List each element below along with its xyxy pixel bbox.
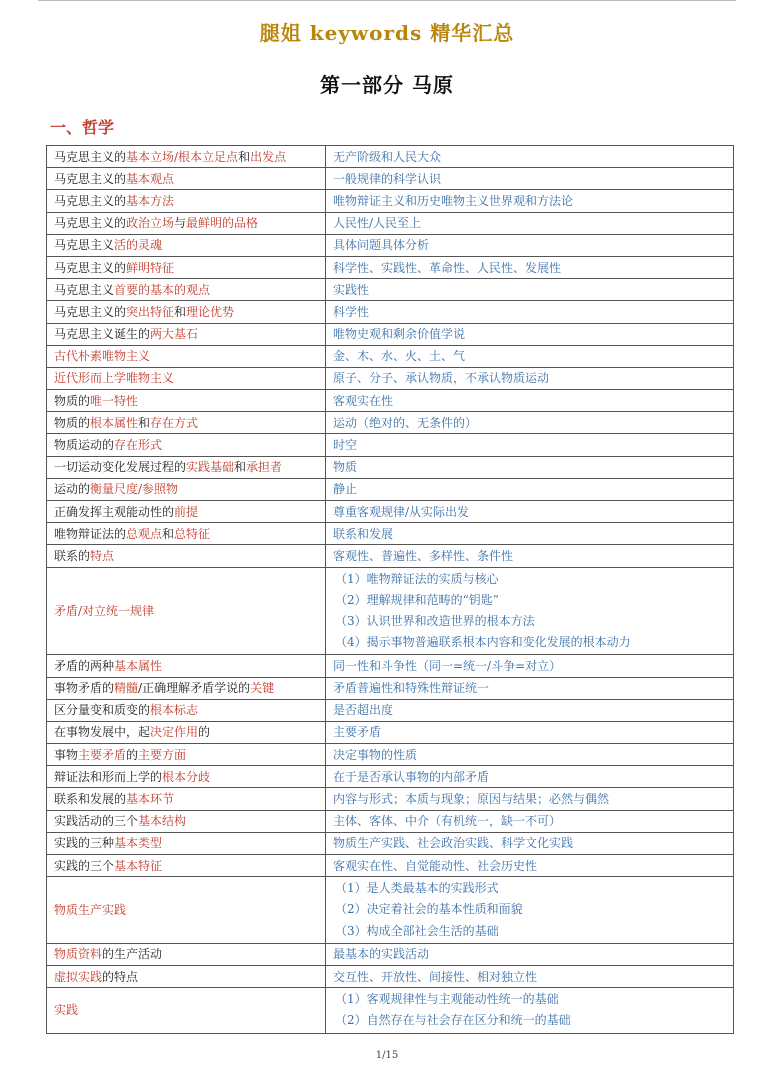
term-keyword: 基本立场/根本立足点 xyxy=(126,149,239,164)
term-text: 和 xyxy=(234,460,247,475)
term-text: 唯物辩证法的 xyxy=(54,526,127,541)
term-text: 马克思主义的 xyxy=(54,260,127,275)
table-row xyxy=(47,810,734,832)
definition-cell xyxy=(326,256,734,278)
term-keyword: 决定作用 xyxy=(150,725,199,740)
term-text: 马克思主义诞生的 xyxy=(54,327,151,342)
table-row xyxy=(47,168,734,190)
definition-text: 客观性、普遍性、多样性、条件性 xyxy=(333,548,514,563)
term-cell xyxy=(47,256,326,278)
term-cell xyxy=(47,567,326,655)
term-text: 联系的 xyxy=(54,548,91,563)
table-row xyxy=(47,567,734,655)
term-text: 事物矛盾的 xyxy=(54,681,115,696)
definition-cell xyxy=(326,877,734,944)
table-row xyxy=(47,877,734,944)
definition-text: 静止 xyxy=(333,482,358,497)
definition-cell xyxy=(326,168,734,190)
term-keyword: 总观点 xyxy=(126,526,163,541)
definition-line: （1）客观规律性与主观能动性统一的基础 xyxy=(335,992,559,1007)
term-cell xyxy=(47,677,326,699)
table-row xyxy=(47,234,734,256)
term-text: 实践活动的三个 xyxy=(54,814,139,829)
term-cell xyxy=(47,855,326,877)
term-cell xyxy=(47,478,326,500)
term-cell xyxy=(47,412,326,434)
term-keyword: 关键 xyxy=(250,681,275,696)
definition-cell xyxy=(326,766,734,788)
table-row xyxy=(47,390,734,412)
term-text: 在事物发展中，起 xyxy=(54,725,151,740)
term-text: 和 xyxy=(174,304,187,319)
term-cell xyxy=(47,190,326,212)
keywords-table-body xyxy=(47,146,734,1034)
term-text: 的 xyxy=(198,725,211,740)
term-cell xyxy=(47,501,326,523)
term-keyword: 唯一特性 xyxy=(90,393,139,408)
definition-text: 实践性 xyxy=(333,282,370,297)
definition-text: 科学性、实践性、革命性、人民性、发展性 xyxy=(333,260,562,275)
table-row xyxy=(47,699,734,721)
term-keyword: 基本特征 xyxy=(114,858,163,873)
term-keyword: 精髓 xyxy=(114,681,139,696)
definition-text: 最基本的实践活动 xyxy=(333,947,430,962)
term-cell xyxy=(47,810,326,832)
term-keyword: 基本观点 xyxy=(126,171,175,186)
definition-line: （3）构成全部社会生活的基础 xyxy=(335,923,499,938)
definition-text: 客观实在性、自觉能动性、社会历史性 xyxy=(333,858,538,873)
table-row xyxy=(47,434,734,456)
definition-cell xyxy=(326,301,734,323)
term-keyword: 基本结构 xyxy=(138,814,187,829)
term-text: 马克思主义 xyxy=(54,238,115,253)
term-keyword: 出发点 xyxy=(250,149,287,164)
definition-cell xyxy=(326,988,734,1033)
definition-text: 客观实在性 xyxy=(333,393,394,408)
definition-cell xyxy=(326,810,734,832)
definition-text: 矛盾普遍性和特殊性辩证统一 xyxy=(333,681,490,696)
definition-cell xyxy=(326,567,734,655)
term-keyword: 物质生产实践 xyxy=(54,902,127,917)
definition-cell xyxy=(326,744,734,766)
term-cell xyxy=(47,655,326,677)
definition-text: 主要矛盾 xyxy=(333,725,382,740)
definition-text: 主体、客体、中介（有机统一，缺一不可） xyxy=(333,814,562,829)
term-cell xyxy=(47,456,326,478)
definition-line: （2）决定着社会的基本性质和面貌 xyxy=(335,902,523,917)
definition-cell xyxy=(326,434,734,456)
term-keyword: 两大基石 xyxy=(150,327,199,342)
definition-line: （3）认识世界和改造世界的根本方法 xyxy=(335,613,535,628)
table-row xyxy=(47,478,734,500)
definition-cell xyxy=(326,456,734,478)
term-keyword: 承担者 xyxy=(246,460,283,475)
table-row xyxy=(47,412,734,434)
definition-cell xyxy=(326,501,734,523)
definition-cell xyxy=(326,323,734,345)
table-row xyxy=(47,766,734,788)
definition-cell xyxy=(326,832,734,854)
term-cell xyxy=(47,279,326,301)
term-cell xyxy=(47,832,326,854)
term-text: 物质的 xyxy=(54,393,91,408)
definition-text: 决定事物的性质 xyxy=(333,747,418,762)
definition-line: （4）揭示事物普遍联系根本内容和变化发展的根本动力 xyxy=(335,635,631,650)
term-cell xyxy=(47,788,326,810)
definition-text: 同一性和斗争性（同一=统一/斗争=对立） xyxy=(333,658,562,673)
term-cell xyxy=(47,146,326,168)
term-keyword: 根本属性 xyxy=(90,415,139,430)
term-keyword: 基本属性 xyxy=(114,658,163,673)
term-text: 物质运动的 xyxy=(54,438,115,453)
part-title: 第一部分 马原 xyxy=(320,73,454,97)
term-cell xyxy=(47,766,326,788)
term-keyword: 存在方式 xyxy=(150,415,199,430)
page-number: 1/15 xyxy=(375,1050,399,1061)
table-row xyxy=(47,655,734,677)
table-row xyxy=(47,190,734,212)
term-keyword: 实践 xyxy=(54,1003,79,1018)
table-row xyxy=(47,279,734,301)
table-row xyxy=(47,523,734,545)
term-cell xyxy=(47,301,326,323)
term-keyword: 矛盾/对立统一规律 xyxy=(54,603,155,618)
definition-line: （1）是人类最基本的实践形式 xyxy=(335,881,499,896)
definition-cell xyxy=(326,279,734,301)
header-rule xyxy=(38,0,736,1)
term-text: /正确理解矛盾学说的 xyxy=(138,681,251,696)
term-text: 区分量变和质变的 xyxy=(54,703,151,718)
term-cell xyxy=(47,744,326,766)
definition-cell xyxy=(326,390,734,412)
definition-text: 在于是否承认事物的内部矛盾 xyxy=(333,769,490,784)
term-text: 联系和发展的 xyxy=(54,792,127,807)
definition-cell xyxy=(326,190,734,212)
term-text: 的生产活动 xyxy=(102,947,163,962)
definition-cell xyxy=(326,367,734,389)
definition-cell xyxy=(326,478,734,500)
table-row xyxy=(47,943,734,965)
table-row xyxy=(47,855,734,877)
term-keyword: 基本类型 xyxy=(114,836,163,851)
definition-line: （1）唯物辩证法的实质与核心 xyxy=(335,571,499,586)
definition-text: 是否超出度 xyxy=(333,703,394,718)
table-row xyxy=(47,256,734,278)
term-text: 与 xyxy=(174,216,187,231)
definition-text: 唯物史观和剩余价值学说 xyxy=(333,327,466,342)
table-row xyxy=(47,965,734,987)
definition-cell xyxy=(326,655,734,677)
definition-cell xyxy=(326,677,734,699)
table-row xyxy=(47,345,734,367)
definition-cell xyxy=(326,412,734,434)
term-text: 实践的三个 xyxy=(54,858,115,873)
definition-text: 内容与形式；本质与现象；原因与结果；必然与偶然 xyxy=(333,792,610,807)
term-text: 的特点 xyxy=(102,969,139,984)
term-cell xyxy=(47,345,326,367)
definition-text: 无产阶级和人民大众 xyxy=(333,149,442,164)
definition-cell xyxy=(326,545,734,567)
keywords-table xyxy=(46,145,734,1034)
table-row xyxy=(47,788,734,810)
term-text: 实践的三种 xyxy=(54,836,115,851)
term-cell xyxy=(47,434,326,456)
term-cell xyxy=(47,943,326,965)
term-cell xyxy=(47,234,326,256)
definition-cell xyxy=(326,788,734,810)
term-cell xyxy=(47,699,326,721)
definition-text: 科学性 xyxy=(333,304,370,319)
term-text: 马克思主义的 xyxy=(54,193,127,208)
table-row xyxy=(47,744,734,766)
table-row xyxy=(47,212,734,234)
definition-text: 时空 xyxy=(333,438,358,453)
term-keyword: 近代形而上学唯物主义 xyxy=(54,371,175,386)
term-text: 一切运动变化发展过程的 xyxy=(54,460,187,475)
term-cell xyxy=(47,988,326,1033)
term-cell xyxy=(47,965,326,987)
term-keyword: 主要方面 xyxy=(138,747,187,762)
definition-cell xyxy=(326,345,734,367)
term-keyword: 存在形式 xyxy=(114,438,163,453)
term-keyword: 前提 xyxy=(174,504,199,519)
term-cell xyxy=(47,323,326,345)
term-text: 物质的 xyxy=(54,415,91,430)
term-text: 马克思主义的 xyxy=(54,149,127,164)
definition-text: 物质生产实践、社会政治实践、科学文化实践 xyxy=(333,836,574,851)
table-row xyxy=(47,501,734,523)
term-cell xyxy=(47,390,326,412)
definition-cell xyxy=(326,965,734,987)
definition-text: 一般规律的科学认识 xyxy=(333,171,442,186)
definition-line: （2）理解规律和范畴的“钥匙” xyxy=(335,592,499,607)
term-cell xyxy=(47,367,326,389)
definition-text: 唯物辩证主义和历史唯物主义世界观和方法论 xyxy=(333,193,574,208)
definition-text: 联系和发展 xyxy=(333,526,394,541)
table-row xyxy=(47,721,734,743)
term-keyword: 基本环节 xyxy=(126,792,175,807)
term-text: 事物 xyxy=(54,747,79,762)
definition-cell xyxy=(326,699,734,721)
term-keyword: 突出特征 xyxy=(126,304,175,319)
definition-cell xyxy=(326,855,734,877)
term-keyword: 根本标志 xyxy=(150,703,199,718)
definition-cell xyxy=(326,234,734,256)
term-cell xyxy=(47,545,326,567)
table-row xyxy=(47,146,734,168)
table-row xyxy=(47,832,734,854)
table-row xyxy=(47,545,734,567)
term-keyword: 特点 xyxy=(90,548,115,563)
term-text: 辩证法和形而上学的 xyxy=(54,769,163,784)
definition-text: 原子、分子、承认物质，不承认物质运动 xyxy=(333,371,550,386)
term-keyword: 实践基础 xyxy=(186,460,235,475)
definition-text: 尊重客观规律/从实际出发 xyxy=(333,504,470,519)
definition-text: 金、木、水、火、土、气 xyxy=(333,349,466,364)
term-text: 运动的 xyxy=(54,482,91,497)
definition-cell xyxy=(326,212,734,234)
term-text: 马克思主义 xyxy=(54,282,115,297)
definition-text: 运动（绝对的、无条件的） xyxy=(333,415,478,430)
definition-cell xyxy=(326,146,734,168)
definition-cell xyxy=(326,523,734,545)
term-keyword: 虚拟实践 xyxy=(54,969,103,984)
term-text: 和 xyxy=(162,526,175,541)
section-title: 一、哲学 xyxy=(50,118,115,137)
term-text: 正确发挥主观能动性的 xyxy=(54,504,175,519)
term-keyword: 主要矛盾 xyxy=(78,747,127,762)
term-keyword: 鲜明特征 xyxy=(126,260,175,275)
table-row xyxy=(47,323,734,345)
definition-text: 具体问题具体分析 xyxy=(333,238,430,253)
document-title: 腿姐 keywords 精华汇总 xyxy=(259,21,515,45)
term-keyword: 基本方法 xyxy=(126,193,175,208)
term-text: 的 xyxy=(126,747,139,762)
table-row xyxy=(47,456,734,478)
term-text: 马克思主义的 xyxy=(54,216,127,231)
term-text: 矛盾的两种 xyxy=(54,658,115,673)
term-text: 和 xyxy=(138,415,151,430)
term-keyword: 最鲜明的品格 xyxy=(186,216,259,231)
term-text: 马克思主义的 xyxy=(54,171,127,186)
table-row xyxy=(47,988,734,1033)
table-row xyxy=(47,677,734,699)
definition-text: 物质 xyxy=(333,460,358,475)
term-keyword: 首要的基本的观点 xyxy=(114,282,211,297)
definition-line: （2）自然存在与社会存在区分和统一的基础 xyxy=(335,1013,571,1028)
table-row xyxy=(47,301,734,323)
term-keyword: 物质资料 xyxy=(54,947,103,962)
definition-text: 人民性/人民至上 xyxy=(333,216,422,231)
term-keyword: 活的灵魂 xyxy=(114,238,163,253)
term-keyword: 总特征 xyxy=(174,526,211,541)
term-cell xyxy=(47,523,326,545)
term-keyword: 古代朴素唯物主义 xyxy=(54,349,151,364)
term-cell xyxy=(47,212,326,234)
term-keyword: 政治立场 xyxy=(126,216,175,231)
definition-cell xyxy=(326,943,734,965)
term-cell xyxy=(47,877,326,944)
term-keyword: 根本分歧 xyxy=(162,769,211,784)
term-keyword: 衡量尺度/参照物 xyxy=(90,482,179,497)
term-text: 和 xyxy=(238,149,251,164)
term-keyword: 理论优势 xyxy=(186,304,235,319)
term-cell xyxy=(47,168,326,190)
term-cell xyxy=(47,721,326,743)
table-row xyxy=(47,367,734,389)
definition-text: 交互性、开放性、间接性、相对独立性 xyxy=(333,969,538,984)
term-text: 马克思主义的 xyxy=(54,304,127,319)
definition-cell xyxy=(326,721,734,743)
